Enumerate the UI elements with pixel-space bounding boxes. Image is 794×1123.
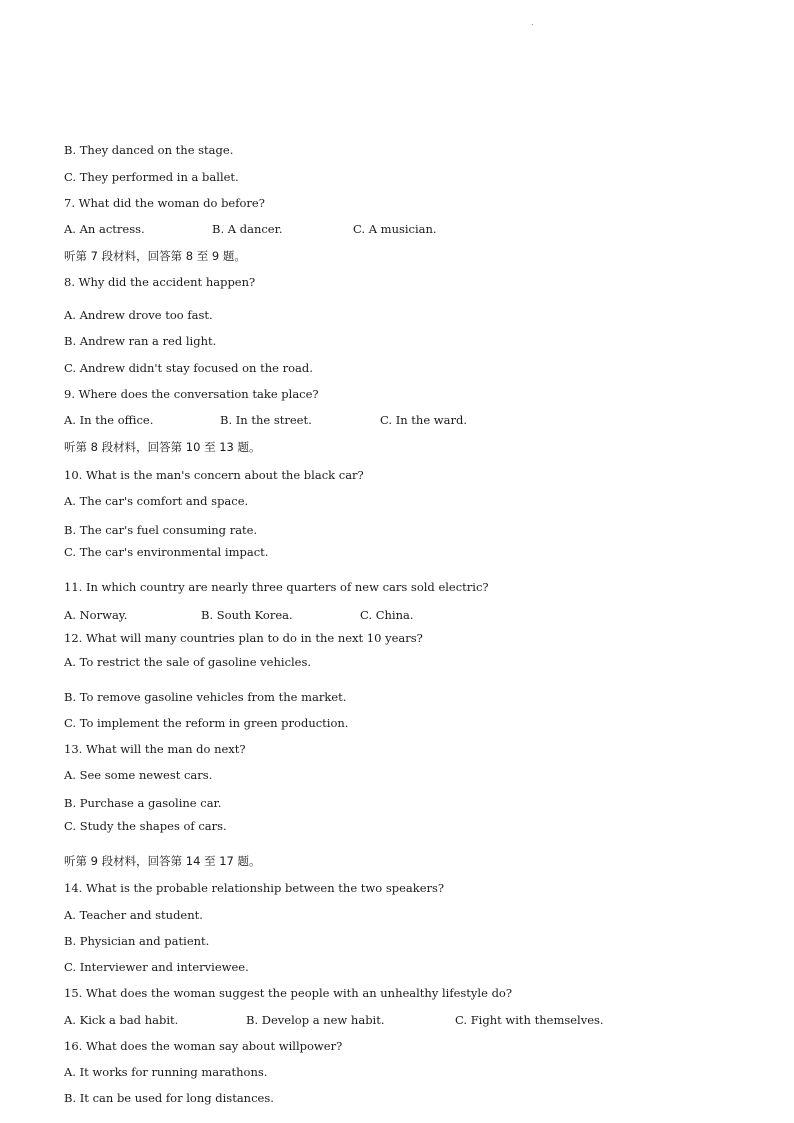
- option-line: C. Study the shapes of cars.: [64, 819, 227, 833]
- option-b: B. Develop a new habit.: [246, 1013, 385, 1027]
- option-line: B. To remove gasoline vehicles from the market.: [64, 690, 347, 704]
- section-heading: 听第 9 段材料，回答第 14 至 17 题。: [64, 854, 261, 868]
- option-line: A. The car's comfort and space.: [64, 494, 249, 508]
- option-line: C. Interviewer and interviewee.: [64, 960, 249, 974]
- section-heading: 听第 8 段材料，回答第 10 至 13 题。: [64, 440, 261, 454]
- option-b: B. In the street.: [220, 413, 312, 427]
- option-b: B. A dancer.: [212, 222, 283, 236]
- section-heading: 听第 7 段材料，回答第 8 至 9 题。: [64, 249, 246, 263]
- option-line: A. To restrict the sale of gasoline vehicles.: [64, 655, 312, 669]
- option-line: B. Physician and patient.: [64, 934, 210, 948]
- option-c: C. In the ward.: [380, 413, 468, 427]
- option-line: B. They danced on the stage.: [64, 143, 234, 157]
- option-a: A. Kick a bad habit.: [64, 1013, 179, 1027]
- option-line: B. It can be used for long distances.: [64, 1091, 274, 1105]
- option-line: A. Andrew drove too fast.: [64, 308, 213, 322]
- option-c: C. China.: [360, 608, 414, 622]
- option-line: C. Andrew didn't stay focused on the road.: [64, 361, 313, 375]
- option-line: B. Andrew ran a red light.: [64, 334, 217, 348]
- option-a: A. In the office.: [64, 413, 154, 427]
- question-9: 9. Where does the conversation take place?: [64, 387, 319, 401]
- option-b: B. South Korea.: [201, 608, 293, 622]
- option-a: A. An actress.: [64, 222, 145, 236]
- question-15: 15. What does the woman suggest the people with an unhealthy lifestyle do?: [64, 986, 513, 1000]
- option-line: B. Purchase a gasoline car.: [64, 796, 222, 810]
- question-16: 16. What does the woman say about willpower?: [64, 1039, 343, 1053]
- option-c: C. A musician.: [353, 222, 437, 236]
- option-line: B. The car's fuel consuming rate.: [64, 523, 258, 537]
- question-13: 13. What will the man do next?: [64, 742, 246, 756]
- question-7: 7. What did the woman do before?: [64, 196, 265, 210]
- option-line: A. It works for running marathons.: [64, 1065, 268, 1079]
- option-c: C. Fight with themselves.: [455, 1013, 604, 1027]
- question-14: 14. What is the probable relationship between the two speakers?: [64, 881, 445, 895]
- question-8: 8. Why did the accident happen?: [64, 275, 256, 289]
- option-line: C. The car's environmental impact.: [64, 545, 269, 559]
- question-11: 11. In which country are nearly three quarters of new cars sold electric?: [64, 580, 489, 594]
- option-a: A. Norway.: [64, 608, 128, 622]
- option-line: A. See some newest cars.: [64, 768, 213, 782]
- question-10: 10. What is the man's concern about the black car?: [64, 468, 364, 482]
- option-line: A. Teacher and student.: [64, 908, 203, 922]
- option-line: C. To implement the reform in green production.: [64, 716, 349, 730]
- option-line: C. They performed in a ballet.: [64, 170, 239, 184]
- page-mark: .: [531, 18, 534, 27]
- question-12: 12. What will many countries plan to do in the next 10 years?: [64, 631, 423, 645]
